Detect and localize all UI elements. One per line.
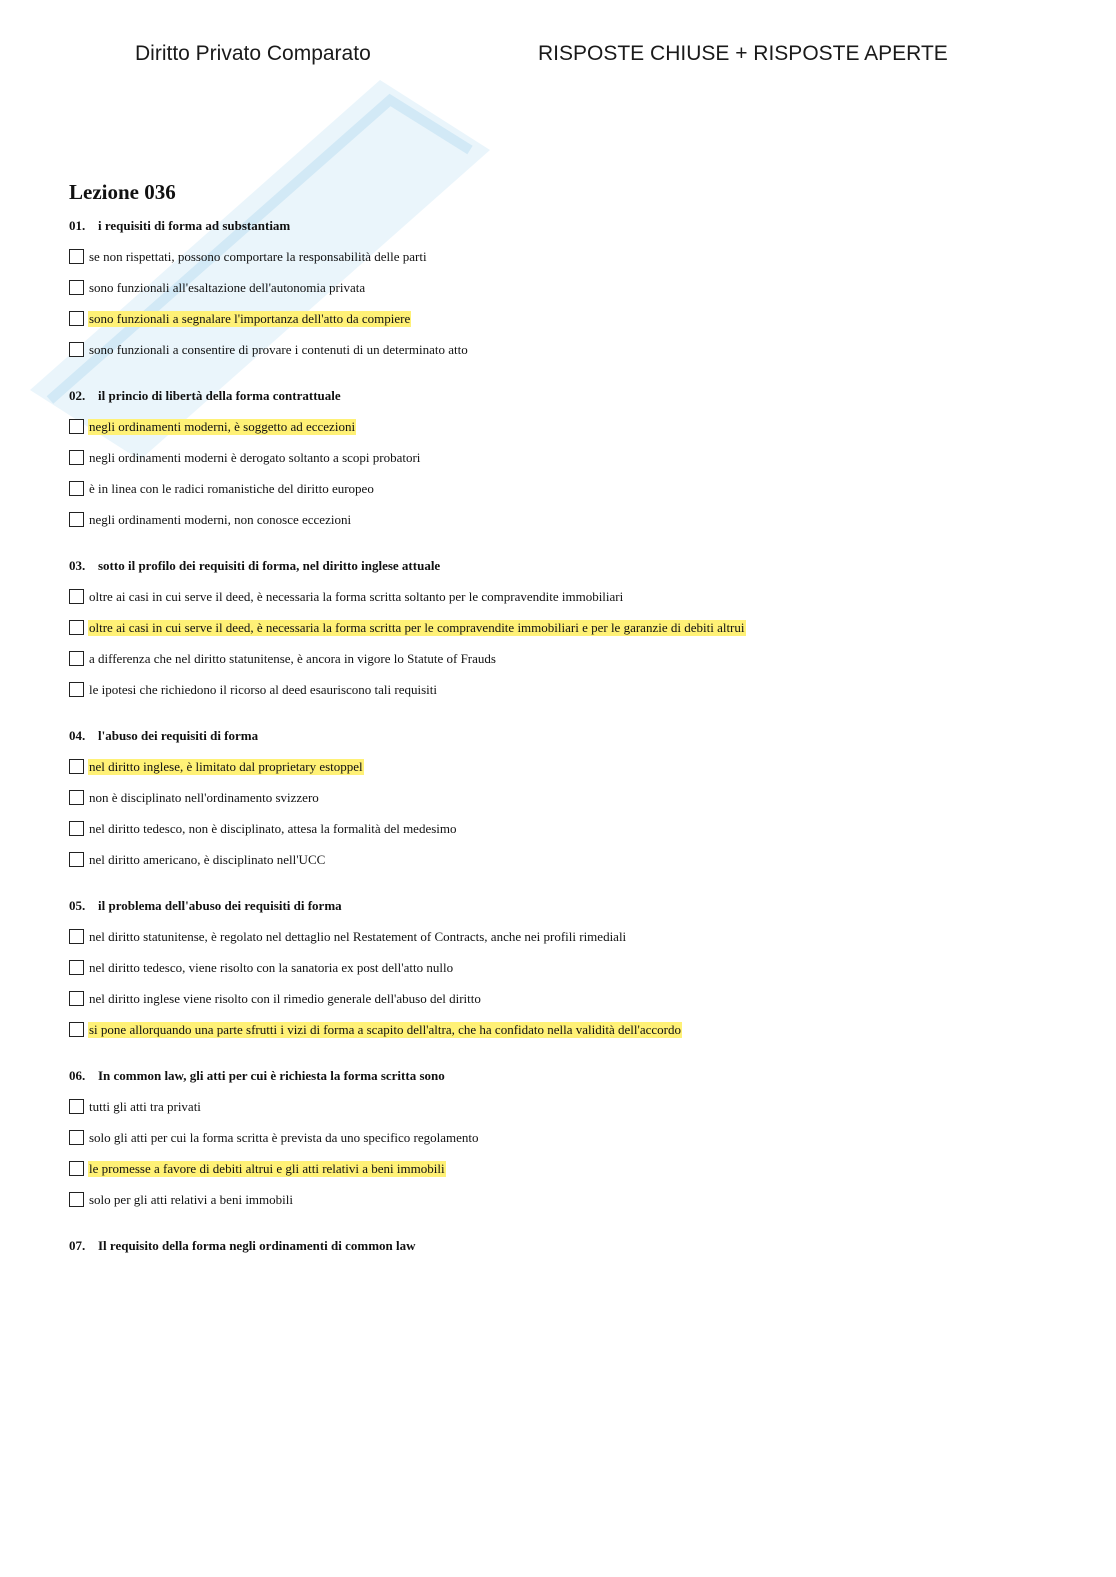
answer-option	[69, 473, 1069, 504]
answer-option-highlighted	[69, 1014, 1069, 1045]
question-heading	[69, 890, 1069, 921]
answer-checkbox[interactable]	[69, 790, 84, 805]
answer-text: solo gli atti per cui la forma scritta è prevista da uno specifico regolamento	[89, 1129, 479, 1145]
question-text: Il requisito della forma negli ordinamenti di common law	[98, 1237, 416, 1253]
question-text: l'abuso dei requisiti di forma	[98, 727, 259, 743]
course-title: Diritto Privato Comparato	[135, 42, 371, 65]
answer-option	[69, 241, 1069, 272]
answer-text: sono funzionali a consentire di provare i contenuti di un determinato atto	[89, 341, 468, 357]
document-type: RISPOSTE CHIUSE + RISPOSTE APERTE	[538, 42, 948, 65]
answer-text: nel diritto inglese, è limitato dal proprietary estoppel	[89, 758, 363, 774]
answer-checkbox[interactable]	[69, 682, 84, 697]
answer-option	[69, 813, 1069, 844]
question-number: 02.	[69, 387, 86, 403]
answer-checkbox[interactable]	[69, 759, 84, 774]
answer-text: nel diritto tedesco, viene risolto con la sanatoria ex post dell'atto nullo	[89, 959, 454, 975]
answer-text: oltre ai casi in cui serve il deed, è necessaria la forma scritta soltanto per le compravendite immobiliari	[89, 588, 624, 604]
answer-option	[69, 442, 1069, 473]
answer-option	[69, 1184, 1069, 1215]
answer-option	[69, 1122, 1069, 1153]
question-number: 04.	[69, 727, 86, 743]
question-heading	[69, 210, 1069, 241]
answer-text: oltre ai casi in cui serve il deed, è necessaria la forma scritta per le compravendite immobiliari e per le garanzie di debiti altrui	[89, 619, 745, 635]
answer-option	[69, 844, 1069, 875]
question-number: 01.	[69, 217, 86, 233]
answer-option	[69, 782, 1069, 813]
answer-checkbox[interactable]	[69, 589, 84, 604]
answer-checkbox[interactable]	[69, 481, 84, 496]
answer-option	[69, 581, 1069, 612]
answer-option-highlighted	[69, 303, 1069, 334]
question-block	[69, 1230, 1069, 1261]
answer-checkbox[interactable]	[69, 821, 84, 836]
question-block	[69, 380, 1069, 550]
question-number: 03.	[69, 557, 86, 573]
answer-option	[69, 952, 1069, 983]
answer-text: sono funzionali a segnalare l'importanza dell'atto da compiere	[89, 310, 411, 326]
answer-checkbox[interactable]	[69, 311, 84, 326]
question-number: 06.	[69, 1067, 86, 1083]
answer-text: negli ordinamenti moderni, è soggetto ad eccezioni	[89, 418, 356, 434]
answer-checkbox[interactable]	[69, 651, 84, 666]
answer-checkbox[interactable]	[69, 1130, 84, 1145]
question-text: i requisiti di forma ad substantiam	[98, 217, 291, 233]
answer-option	[69, 643, 1069, 674]
answer-text: le promesse a favore di debiti altrui e gli atti relativi a beni immobili	[89, 1160, 445, 1176]
answer-option	[69, 334, 1069, 365]
question-number: 07.	[69, 1237, 86, 1253]
answer-checkbox[interactable]	[69, 249, 84, 264]
answer-text: nel diritto americano, è disciplinato nell'UCC	[89, 851, 326, 867]
answer-option	[69, 983, 1069, 1014]
answer-checkbox[interactable]	[69, 1099, 84, 1114]
answer-checkbox[interactable]	[69, 960, 84, 975]
answer-checkbox[interactable]	[69, 342, 84, 357]
answer-text: nel diritto tedesco, non è disciplinato, attesa la formalità del medesimo	[89, 820, 457, 836]
answer-option	[69, 504, 1069, 535]
answer-option-highlighted	[69, 411, 1069, 442]
answer-text: le ipotesi che richiedono il ricorso al deed esauriscono tali requisiti	[89, 681, 438, 697]
lesson-title: Lezione 036	[69, 180, 176, 204]
answer-option	[69, 921, 1069, 952]
answer-text: negli ordinamenti moderni, non conosce eccezioni	[89, 511, 352, 527]
answer-option	[69, 1091, 1069, 1122]
question-text: In common law, gli atti per cui è richiesta la forma scritta sono	[98, 1067, 445, 1083]
answer-checkbox[interactable]	[69, 991, 84, 1006]
answer-text: nel diritto statunitense, è regolato nel dettaglio nel Restatement of Contracts, anche nei profili rimediali	[89, 928, 627, 944]
question-block	[69, 890, 1069, 1060]
answer-checkbox[interactable]	[69, 1161, 84, 1176]
answer-option	[69, 272, 1069, 303]
answer-option-highlighted	[69, 1153, 1069, 1184]
question-text: sotto il profilo dei requisiti di forma, nel diritto inglese attuale	[98, 557, 441, 573]
answer-checkbox[interactable]	[69, 280, 84, 295]
answer-text: sono funzionali all'esaltazione dell'autonomia privata	[89, 279, 366, 295]
question-heading	[69, 380, 1069, 411]
answer-text: tutti gli atti tra privati	[89, 1098, 201, 1114]
question-list	[69, 210, 1069, 1261]
answer-checkbox[interactable]	[69, 1022, 84, 1037]
answer-text: non è disciplinato nell'ordinamento svizzero	[89, 789, 319, 805]
question-heading	[69, 720, 1069, 751]
answer-option-highlighted	[69, 612, 1069, 643]
answer-checkbox[interactable]	[69, 1192, 84, 1207]
question-block	[69, 550, 1069, 720]
answer-text: è in linea con le radici romanistiche del diritto europeo	[89, 480, 374, 496]
answer-checkbox[interactable]	[69, 450, 84, 465]
answer-checkbox[interactable]	[69, 852, 84, 867]
answer-text: nel diritto inglese viene risolto con il rimedio generale dell'abuso del diritto	[89, 990, 481, 1006]
answer-checkbox[interactable]	[69, 929, 84, 944]
question-heading	[69, 1230, 1069, 1261]
question-heading	[69, 550, 1069, 581]
question-number: 05.	[69, 897, 86, 913]
question-text: il problema dell'abuso dei requisiti di forma	[98, 897, 342, 913]
question-heading	[69, 1060, 1069, 1091]
answer-checkbox[interactable]	[69, 512, 84, 527]
answer-text: si pone allorquando una parte sfrutti i vizi di forma a scapito dell'altra, che ha confidato nella validità dell'accordo	[89, 1021, 681, 1037]
answer-text: negli ordinamenti moderni è derogato soltanto a scopi probatori	[89, 449, 421, 465]
answer-option-highlighted	[69, 751, 1069, 782]
question-text: il princio di libertà della forma contrattuale	[98, 387, 341, 403]
question-block	[69, 1060, 1069, 1230]
answer-checkbox[interactable]	[69, 419, 84, 434]
answer-checkbox[interactable]	[69, 620, 84, 635]
page-header	[0, 42, 1116, 72]
answer-text: a differenza che nel diritto statunitense, è ancora in vigore lo Statute of Frauds	[89, 650, 496, 666]
answer-text: se non rispettati, possono comportare la responsabilità delle parti	[89, 248, 427, 264]
answer-option	[69, 674, 1069, 705]
question-block	[69, 210, 1069, 380]
answer-text: solo per gli atti relativi a beni immobili	[89, 1191, 293, 1207]
question-block	[69, 720, 1069, 890]
